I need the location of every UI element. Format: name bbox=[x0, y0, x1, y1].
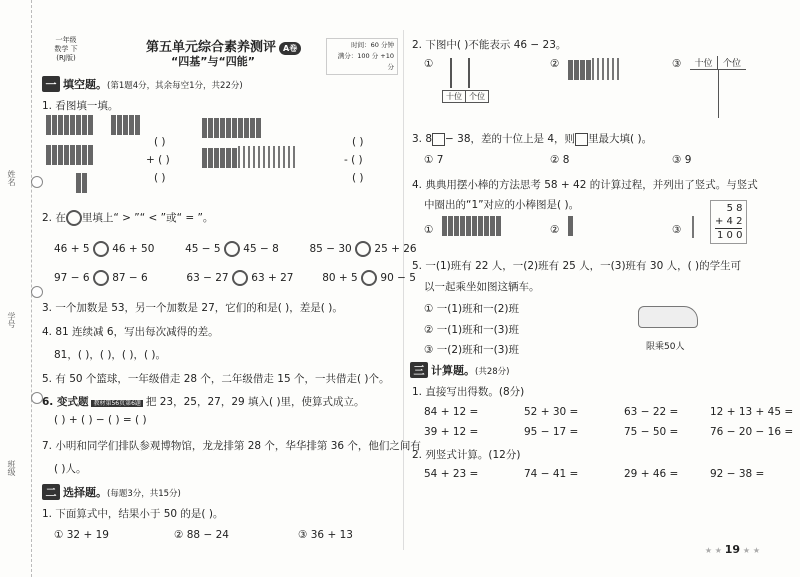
k2-text: 2. 列竖式计算。(12分) bbox=[412, 449, 521, 461]
time-info: 时间：60 分钟 bbox=[351, 41, 394, 49]
gutter-class-label: 班级 bbox=[7, 460, 16, 476]
q2-expr: 85 − 30 bbox=[309, 243, 352, 255]
c4-picture-2 bbox=[568, 216, 574, 236]
section-number: 三 bbox=[410, 362, 428, 378]
k1-r2-2[interactable]: 95 − 17 = bbox=[524, 426, 579, 438]
c5-option-3[interactable]: ③ 一(2)班和一(3)班 bbox=[424, 344, 519, 356]
left-column bbox=[36, 0, 421, 577]
c5-text-2: 以一起乘坐如图这辆车。 bbox=[424, 281, 540, 293]
compare-circle[interactable] bbox=[93, 241, 109, 257]
q2-expr: 63 + 27 bbox=[251, 272, 294, 284]
section-calc bbox=[410, 362, 509, 378]
exam-info bbox=[326, 38, 398, 75]
c5-text: 5. 一(1)班有 22 人，一(2)班有 25 人，一(3)班有 30 人，( )的学生可 bbox=[412, 260, 742, 272]
right-column bbox=[410, 0, 794, 577]
k2-3[interactable]: 29 + 46 = bbox=[624, 468, 679, 480]
section-note: (第1题4分，其余每空1分，共22分) bbox=[107, 81, 243, 91]
section-note: (每题3分，共15分) bbox=[107, 489, 181, 499]
score-info: 满分：100 分 +10 分 bbox=[337, 52, 394, 71]
q1-blank-5[interactable]: - ( ) bbox=[344, 154, 363, 166]
c3-option-3[interactable]: ③ 9 bbox=[672, 154, 692, 166]
gutter-id-label: 学号 bbox=[7, 312, 16, 328]
table-tens: 十位 bbox=[690, 56, 718, 69]
c2-option-2[interactable]: ② bbox=[550, 58, 560, 70]
c3-post2: 里最大填( )。 bbox=[588, 133, 653, 145]
c5-option-1[interactable]: ① 一(1)班和一(2)班 bbox=[424, 303, 519, 315]
k2-2[interactable]: 74 − 41 = bbox=[524, 468, 579, 480]
c1-option-1[interactable]: ① 32 + 19 bbox=[54, 529, 109, 541]
c4-option-2[interactable]: ② bbox=[550, 224, 560, 236]
gutter-name-label: 姓名 bbox=[7, 170, 16, 186]
c2-sticks-picture bbox=[568, 58, 622, 80]
vertical-sum bbox=[710, 200, 747, 244]
title-text: 第五单元综合素养测评 bbox=[146, 40, 277, 55]
q7-blank[interactable]: ( )人。 bbox=[54, 463, 87, 475]
q1-text: 1. 看图填一填。 bbox=[42, 100, 119, 112]
q1-blank-2[interactable]: + ( ) bbox=[146, 154, 170, 166]
place-value-table bbox=[690, 56, 746, 118]
page-subtitle: “四基”与“四能” bbox=[171, 55, 255, 68]
section-title: 填空题。 bbox=[63, 78, 107, 91]
page-number-text: 19 bbox=[724, 543, 741, 556]
edition-label: (RJ版) bbox=[56, 54, 76, 62]
vert-line-3: 1 0 0 bbox=[717, 230, 743, 241]
compare-circle[interactable] bbox=[232, 270, 248, 286]
q6-tag: 6. 变式题 bbox=[42, 396, 89, 408]
q2-row2 bbox=[54, 270, 416, 286]
q2-expr: 25 + 26 bbox=[374, 243, 417, 255]
bus-limit-label: 限乘50人 bbox=[646, 342, 685, 352]
q2-text bbox=[42, 210, 213, 226]
k1-r2-3[interactable]: 75 − 50 = bbox=[624, 426, 679, 438]
c1-option-3[interactable]: ③ 36 + 13 bbox=[298, 529, 353, 541]
q7-text: 7. 小明和同学们排队参观博物馆，龙龙排第 28 个，华华排第 36 个，他们之间有 bbox=[42, 440, 421, 452]
c2-option-3[interactable]: ③ bbox=[672, 58, 682, 70]
c4-picture-1 bbox=[442, 216, 502, 236]
compare-circle[interactable] bbox=[355, 241, 371, 257]
c3-text bbox=[412, 131, 652, 146]
q1-blank-4[interactable]: ( ) bbox=[352, 136, 364, 148]
k1-r1-3[interactable]: 63 − 22 = bbox=[624, 406, 679, 418]
blank-box[interactable] bbox=[432, 133, 445, 146]
c2-text: 2. 下图中( )不能表示 46 − 23。 bbox=[412, 39, 567, 51]
q1-blank-1[interactable]: ( ) bbox=[154, 136, 166, 148]
q1-blank-3[interactable]: ( ) bbox=[154, 172, 166, 184]
c4-option-3[interactable]: ③ bbox=[672, 224, 682, 236]
c4-text: 4. 典典用摆小棒的方法思考 58 + 42 的计算过程，并列出了竖式。与竖式 bbox=[412, 179, 758, 191]
q1-blank-6[interactable]: ( ) bbox=[352, 172, 364, 184]
k1-r1-4[interactable]: 12 + 13 + 45 = bbox=[710, 406, 794, 418]
table-ones: 个位 bbox=[722, 59, 741, 69]
q2-expr: 63 − 27 bbox=[186, 272, 229, 284]
k1-r2-1[interactable]: 39 + 12 = bbox=[424, 426, 479, 438]
vert-line-1: 5 8 bbox=[726, 203, 743, 214]
q2-expr: 80 + 5 bbox=[322, 272, 358, 284]
k2-1[interactable]: 54 + 23 = bbox=[424, 468, 479, 480]
compare-circle[interactable] bbox=[224, 241, 240, 257]
q2-row1 bbox=[54, 241, 417, 257]
c3-pre: 3. 8 bbox=[412, 133, 433, 145]
c2-option-1[interactable]: ① bbox=[424, 58, 434, 70]
q6-body: 把 23，25，27，29 填入( )里，使算式成立。 bbox=[145, 396, 365, 408]
apple-circle-icon bbox=[66, 210, 82, 226]
q3-text: 3. 一个加数是 53，另一个加数是 27，它们的和是( )，差是( )。 bbox=[42, 302, 343, 314]
c1-option-2[interactable]: ② 88 − 24 bbox=[174, 529, 229, 541]
q2-expr: 45 − 8 bbox=[243, 243, 279, 255]
q5-text: 5. 有 50 个篮球，一年级借走 28 个，二年级借走 15 个，一共借走( )个。 bbox=[42, 373, 390, 385]
section-number: 二 bbox=[42, 484, 60, 500]
q1-picture-right bbox=[202, 118, 298, 168]
bus-picture bbox=[638, 306, 698, 328]
q2-expr: 90 − 5 bbox=[380, 272, 416, 284]
column-divider bbox=[403, 30, 404, 550]
q6-text bbox=[42, 394, 365, 409]
section-choice bbox=[42, 484, 181, 500]
q2-expr: 87 − 6 bbox=[112, 272, 148, 284]
binding-gutter bbox=[0, 0, 32, 577]
section-number: 一 bbox=[42, 76, 60, 92]
q2-expr: 46 + 50 bbox=[112, 243, 155, 255]
q1-picture-left bbox=[46, 115, 141, 193]
section-title: 计算题。 bbox=[431, 364, 475, 377]
grade-tag bbox=[42, 36, 90, 63]
q2-post: 里填上“ > ”“ < ”或“ = ”。 bbox=[81, 212, 214, 224]
abacus-picture bbox=[442, 58, 489, 103]
k1-r1-2[interactable]: 52 + 30 = bbox=[524, 406, 579, 418]
q2-expr: 46 + 5 bbox=[54, 243, 90, 255]
c3-option-1[interactable]: ① 7 bbox=[424, 154, 444, 166]
level-badge: A卷 bbox=[279, 42, 301, 55]
q4-blanks[interactable]: 81，( )，( )，( )，( )。 bbox=[54, 349, 166, 361]
k1-r2-4[interactable]: 76 − 20 − 16 = bbox=[710, 426, 794, 438]
section-note: (共28分) bbox=[475, 367, 510, 377]
compare-circle[interactable] bbox=[361, 270, 377, 286]
c4-option-1[interactable]: ① bbox=[424, 224, 434, 236]
c1-text: 1. 下面算式中，结果小于 50 的是( )。 bbox=[42, 508, 224, 520]
q4-text: 4. 81 连续减 6，写出每次减得的差。 bbox=[42, 326, 219, 338]
c4-text-2: 中圈出的“1”对应的小棒图是( )。 bbox=[424, 199, 580, 211]
q6-expression[interactable]: ( ) + ( ) − ( ) = ( ) bbox=[54, 414, 147, 426]
compare-circle[interactable] bbox=[93, 270, 109, 286]
subject-label: 数学 下 bbox=[54, 45, 78, 53]
grade-label: 一年级 bbox=[55, 36, 77, 44]
q2-expr: 45 − 5 bbox=[185, 243, 221, 255]
k1-r1-1[interactable]: 84 + 12 = bbox=[424, 406, 479, 418]
abacus-ones: 个位 bbox=[469, 92, 485, 101]
vert-line-2: + 4 2 bbox=[715, 216, 743, 227]
q6-tag-note: 教材第56页第6题 bbox=[93, 400, 141, 407]
c3-option-2[interactable]: ② 8 bbox=[550, 154, 570, 166]
q2-expr: 97 − 6 bbox=[54, 272, 90, 284]
blank-box[interactable] bbox=[575, 133, 588, 146]
section-fill bbox=[42, 76, 243, 92]
c3-post: − 38，差的十位上是 4，则 bbox=[445, 133, 576, 145]
q2-pre: 2. 在 bbox=[42, 212, 66, 224]
c4-picture-3 bbox=[692, 216, 697, 238]
abacus-tens: 十位 bbox=[443, 91, 466, 102]
k1-text: 1. 直接写出得数。(8分) bbox=[412, 386, 525, 398]
section-title: 选择题。 bbox=[63, 486, 107, 499]
k2-4[interactable]: 92 − 38 = bbox=[710, 468, 765, 480]
page-number: ★ ★ 19 ★ ★ bbox=[704, 543, 760, 556]
c5-option-2[interactable]: ② 一(1)班和一(3)班 bbox=[424, 324, 519, 336]
